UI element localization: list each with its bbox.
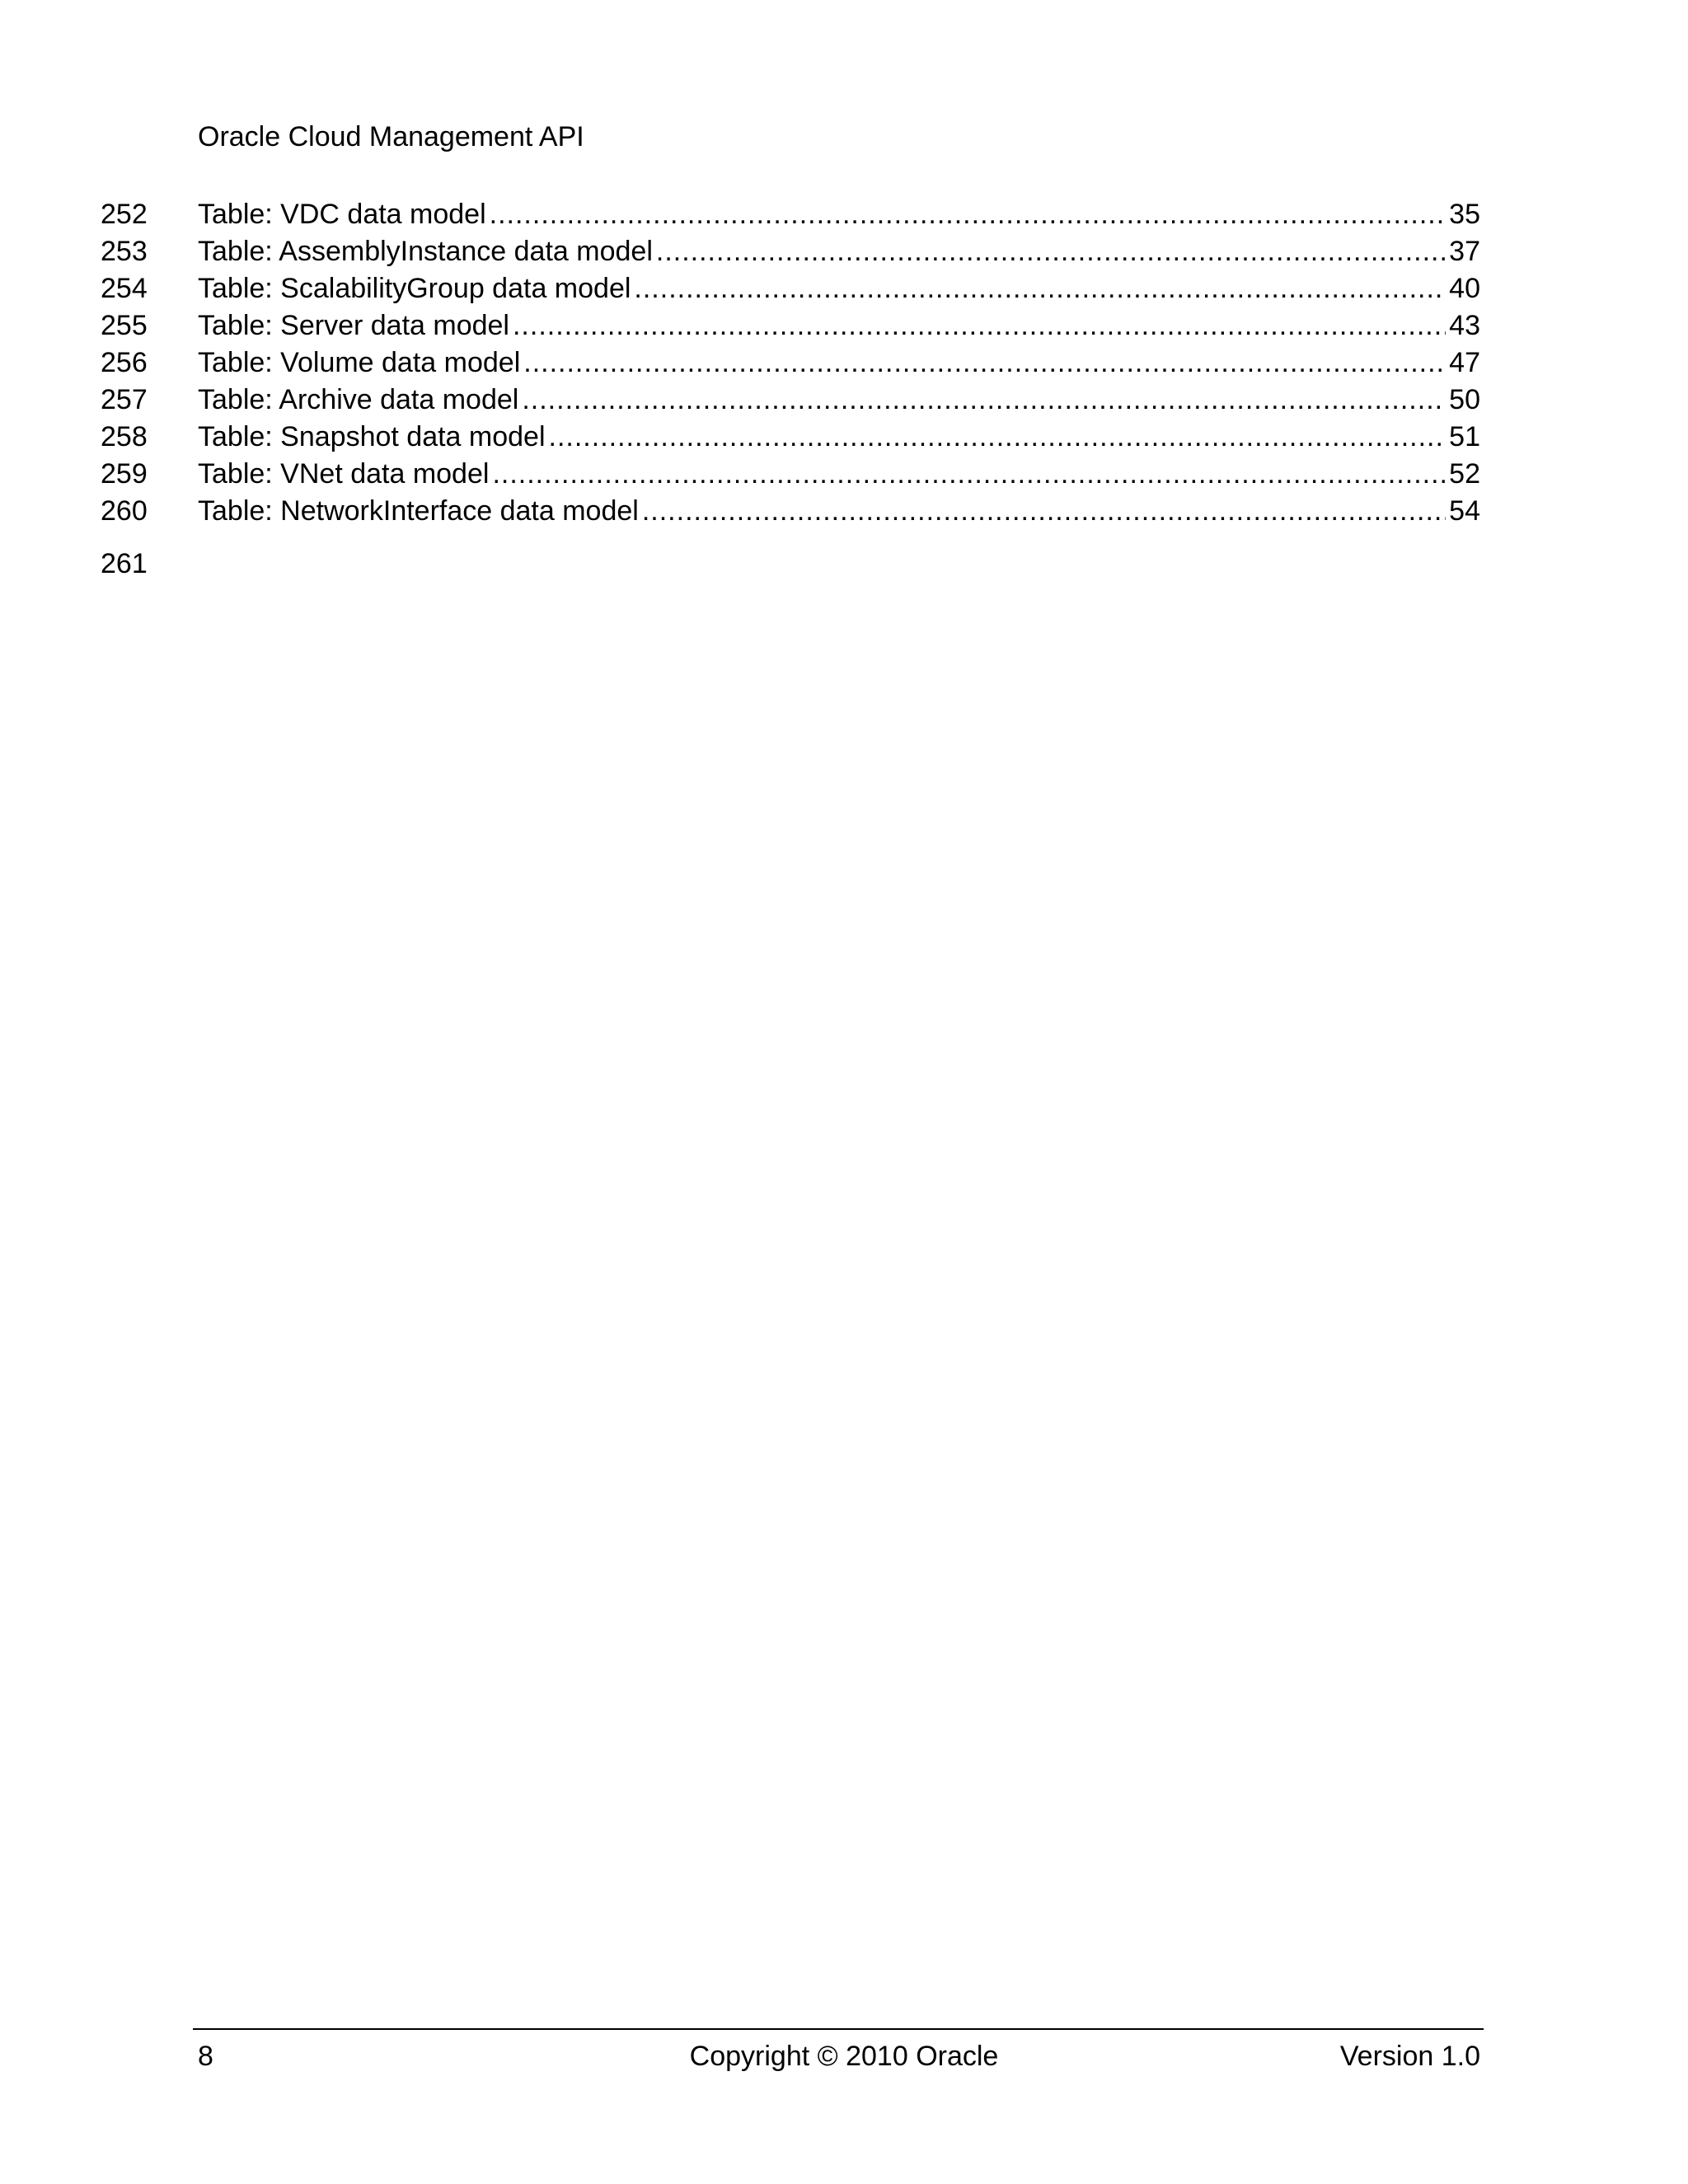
line-number: 256 [101, 347, 148, 378]
toc-entry-link[interactable] [198, 493, 1480, 530]
toc-entry-link[interactable] [198, 307, 1480, 344]
line-number: 260 [101, 495, 148, 527]
dot-leader [656, 233, 1446, 270]
toc-entry-link[interactable] [198, 344, 1480, 382]
toc-entry-link[interactable] [198, 456, 1480, 493]
toc-entry-page: 51 [1449, 421, 1480, 452]
dot-leader [513, 307, 1446, 344]
toc-entry-link[interactable] [198, 233, 1480, 270]
dot-leader [549, 419, 1447, 456]
dot-leader [490, 196, 1447, 233]
toc-entry-page: 47 [1449, 347, 1480, 378]
line-number: 259 [101, 458, 148, 490]
footer-page-number: 8 [198, 2041, 213, 2072]
line-number: 254 [101, 273, 148, 304]
toc-row [0, 493, 1688, 530]
toc-row [0, 456, 1688, 493]
toc-row [0, 344, 1688, 382]
line-number: 257 [101, 384, 148, 415]
dot-leader [522, 382, 1446, 419]
toc-entry-link[interactable] [198, 382, 1480, 419]
toc-row [0, 270, 1688, 307]
line-number: 255 [101, 310, 148, 341]
toc-entry-page: 52 [1449, 458, 1480, 490]
toc-row [0, 233, 1688, 270]
line-number: 258 [101, 421, 148, 452]
line-number: 261 [101, 548, 148, 579]
toc-entry-page: 43 [1449, 310, 1480, 341]
footer-version: Version 1.0 [1339, 2041, 1480, 2072]
toc-entry-link[interactable] [198, 419, 1480, 456]
toc-row [0, 196, 1688, 233]
document-header-title: Oracle Cloud Management API [198, 121, 584, 152]
toc-entry-title: Table: Server data model [198, 310, 509, 341]
toc-entry-page: 40 [1449, 273, 1480, 304]
dot-leader [634, 270, 1446, 307]
line-number: 253 [101, 236, 148, 267]
toc-entry-page: 37 [1449, 236, 1480, 267]
toc-row [0, 382, 1688, 419]
dot-leader [523, 344, 1446, 382]
toc-entry-link[interactable] [198, 196, 1480, 233]
toc-row [0, 307, 1688, 344]
toc-entry-title: Table: NetworkInterface data model [198, 495, 639, 527]
line-number: 252 [101, 199, 148, 230]
toc-entry-title: Table: Archive data model [198, 384, 519, 415]
toc-entry-page: 50 [1449, 384, 1480, 415]
toc-row [0, 419, 1688, 456]
toc-entry-title: Table: Snapshot data model [198, 421, 546, 452]
toc-entry-title: Table: AssemblyInstance data model [198, 236, 653, 267]
footer-divider [193, 2028, 1484, 2030]
dot-leader [642, 493, 1446, 530]
toc-entry-title: Table: VNet data model [198, 458, 490, 490]
dot-leader [492, 456, 1446, 493]
toc-entry-title: Table: ScalabilityGroup data model [198, 273, 631, 304]
toc-entry-title: Table: Volume data model [198, 347, 521, 378]
table-of-tables-list [0, 196, 1688, 530]
toc-entry-page: 35 [1449, 199, 1480, 230]
toc-entry-page: 54 [1449, 495, 1480, 527]
footer-copyright: Copyright © 2010 Oracle [689, 2041, 999, 2072]
toc-entry-link[interactable] [198, 270, 1480, 307]
toc-entry-title: Table: VDC data model [198, 199, 486, 230]
